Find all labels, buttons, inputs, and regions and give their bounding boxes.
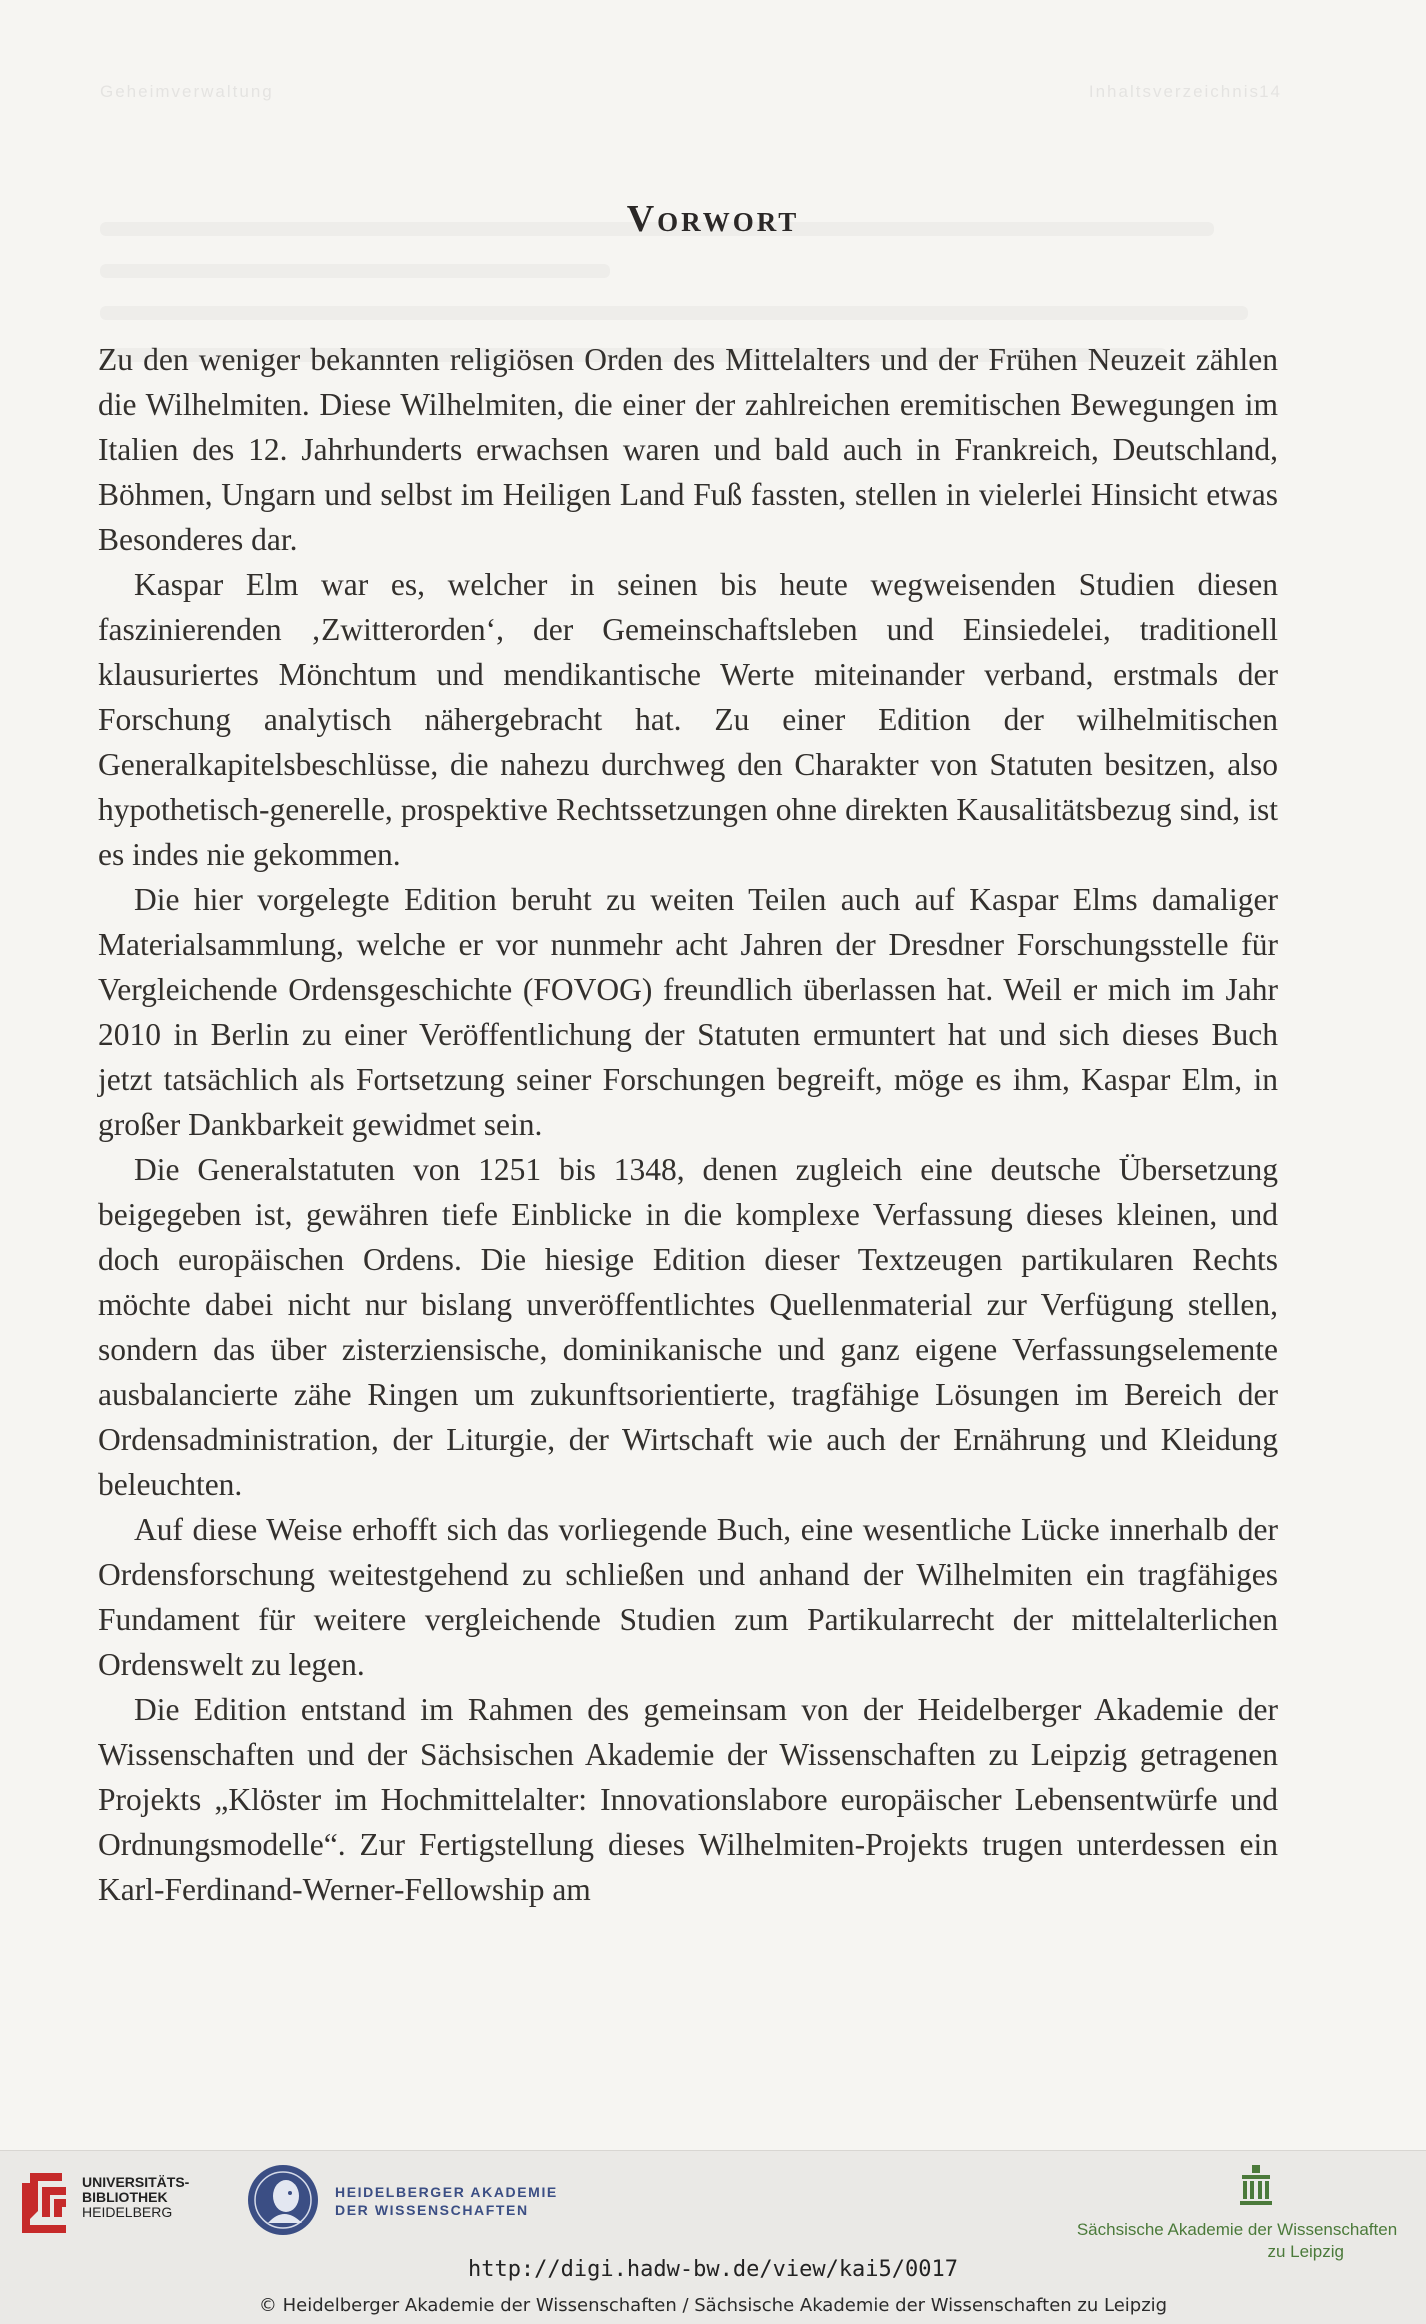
text-line: faszinierenden ‚Zwitterorden‘, der Gemeinschaftsleben und Einsiedelei, traditio [98, 612, 1231, 647]
body-text [98, 337, 1278, 1912]
text-line: material zur Verfügung stellen, sondern das über zisterziensische, dominikanische [98, 1287, 1278, 1367]
text-line: zung beigegeben ist, gewähren tiefe Einblicke in die komplexe Verfassung dieses [98, 1152, 1278, 1232]
text-line: Die hier vorgelegte Edition beruht zu weiten Teilen auch auf Kaspar Elms da [134, 882, 1182, 917]
paragraph [98, 562, 1278, 877]
copyright-notice: © Heidelberger Akademie der Wissenschaften / Sächsische Akademie der Wissenschaften zu Leipzig [258, 2295, 1168, 2316]
ub-line-2: BIBLIOTHEK [82, 2189, 168, 2205]
text-line: schungen begreift, möge es ihm, Kaspar Elm, in großer Dankbarkeit gewidmet [98, 1062, 1278, 1142]
permalink-url[interactable]: http://digi.hadw-bw.de/view/kai5/0017 [467, 2257, 959, 2282]
text-line: larrecht der mittelalterlichen Ordenswelt zu legen. [98, 1602, 1278, 1682]
paragraph [98, 337, 1278, 562]
saw-line-2: zu Leipzig [1267, 2242, 1344, 2261]
text-line: demie der Wissenschaften und der Sächsischen Akademie der Wissenschaften zu [98, 1692, 1278, 1772]
text-line: schungsstelle für Vergleichende Ordensgeschichte (FOVOG) freundlich überlas [98, 927, 1278, 1007]
ub-line-1: UNIVERSITÄTS- [82, 2174, 190, 2190]
paragraph [98, 1507, 1278, 1687]
ub-heidelberg-label[interactable] [82, 2175, 189, 2220]
text-line: der Wirtschaft wie auch der Ernährung und Kleidung beleuchten. [98, 1422, 1278, 1502]
text-line: Die Generalstatuten von 1251 bis 1348, denen zugleich eine deutsche Überset [134, 1152, 1217, 1187]
text-line: zeit zählen die Wilhelmiten. Diese Wilhelmiten, die einer der zahlreichen eremi [98, 342, 1278, 422]
bleed-line [100, 264, 610, 278]
bleed-page-number: 14 [1259, 82, 1282, 101]
text-line: sein. [483, 1107, 543, 1142]
text-line: Fuß fassten, stellen in vielerlei Hinsicht etwas Besonderes dar. [98, 477, 1279, 557]
ub-heidelberg-logo-icon[interactable] [16, 2167, 72, 2233]
bleed-line [100, 306, 1248, 320]
ub-line-3: HEIDELBERG [82, 2204, 173, 2220]
bleed-header-right: Inhaltsverzeichnis [1088, 82, 1260, 101]
paragraph [98, 877, 1278, 1147]
text-line: Leipzig getragenen Projekts „Klöster im Hochmittelalter: Innovationslabore eu [98, 1737, 1278, 1817]
text-line: nell klausuriertes Mönchtum und mendikantische Werte miteinander verband, [98, 612, 1278, 692]
text-line: ermuntert hat und sich dieses Buch jetzt tatsächlich als Fortsetzung seiner For [98, 1017, 1278, 1097]
text-line: helmiten-Projekts trugen unterdessen ein Karl-Ferdinand-Werner-Fellowship am [98, 1827, 1278, 1907]
page-title: Vorwort [626, 198, 800, 240]
text-line: entierte, tragfähige Lösungen im Bereich der Ordensadministration, der Liturgie, [98, 1377, 1278, 1457]
text-line: ropäischer Lebensentwürfe und Ordnungsmodelle“. Zur Fertigstellung dieses Wil [98, 1782, 1279, 1862]
bleed-through-header [100, 82, 1282, 102]
text-line: maliger Materialsammlung, welche er vor nunmehr acht Jahren der Dresdner For [98, 882, 1278, 962]
text-line: Zu den weniger bekannten religiösen Orden des Mittelalters und der Frühen Neu [98, 342, 1141, 377]
text-line: miten ein tragfähiges Fundament für weitere vergleichende Studien zum Partiku [98, 1557, 1278, 1637]
hadw-label[interactable] [335, 2183, 558, 2219]
text-line: Kaspar Elm war es, welcher in seinen bis heute wegweisenden Studien diesen [134, 567, 1278, 602]
text-line: ne direkten Kausalitätsbezug sind, ist es indes nie gekommen. [98, 792, 1278, 872]
hadw-line-2: DER WISSENSCHAFTEN [335, 2202, 529, 2218]
saw-building-icon[interactable] [1238, 2165, 1274, 2205]
paragraph [98, 1147, 1278, 1507]
hadw-seal-icon[interactable] [246, 2163, 320, 2237]
text-line: erstmals der Forschung analytisch nähergebracht hat. Zu einer Edition der wil [98, 657, 1278, 737]
text-line: kleinen, und doch europäischen Ordens. Die hiesige Edition dieser Textzeugen [98, 1197, 1278, 1277]
text-line: Die Edition entstand im Rahmen des gemeinsam von der Heidelberger Aka [134, 1692, 1147, 1727]
hadw-line-1: HEIDELBERGER AKADEMIE [335, 2184, 558, 2200]
text-line: tischen Bewegungen im Italien des 12. Jahrhunderts erwachsen waren und bald [98, 387, 1278, 467]
bleed-header-left: Geheimverwaltung [100, 82, 274, 101]
text-line: nerhalb der Ordensforschung weitestgehend zu schließen und anhand der Wilhel [98, 1512, 1278, 1592]
footer-bar [0, 2150, 1426, 2324]
text-line: Statuten besitzen, also hypothetisch-generelle, prospektive Rechtssetzungen oh [98, 747, 1278, 827]
text-line: partikularen Rechts möchte dabei nicht nur bislang unveröffentlichtes Quellen [98, 1242, 1278, 1322]
saw-line-1: Sächsische Akademie der Wissenschaften [1076, 2220, 1398, 2239]
text-line: und ganz eigene Verfassungselemente ausbalancierte zähe Ringen um zukunftsori [98, 1332, 1279, 1412]
paragraph [98, 1687, 1278, 1912]
text-line: sen hat. Weil er mich im Jahr 2010 in Berlin zu einer Veröffentlichung der Statuten [98, 972, 1278, 1052]
text-line: helmitischen Generalkapitelsbeschlüsse, die nahezu durchweg den Charakter von [98, 702, 1278, 782]
text-line: Auf diese Weise erhofft sich das vorliegende Buch, eine wesentliche Lücke in [134, 1512, 1134, 1547]
text-line: auch in Frankreich, Deutschland, Böhmen, Ungarn und selbst im Heiligen Land [98, 432, 1278, 512]
